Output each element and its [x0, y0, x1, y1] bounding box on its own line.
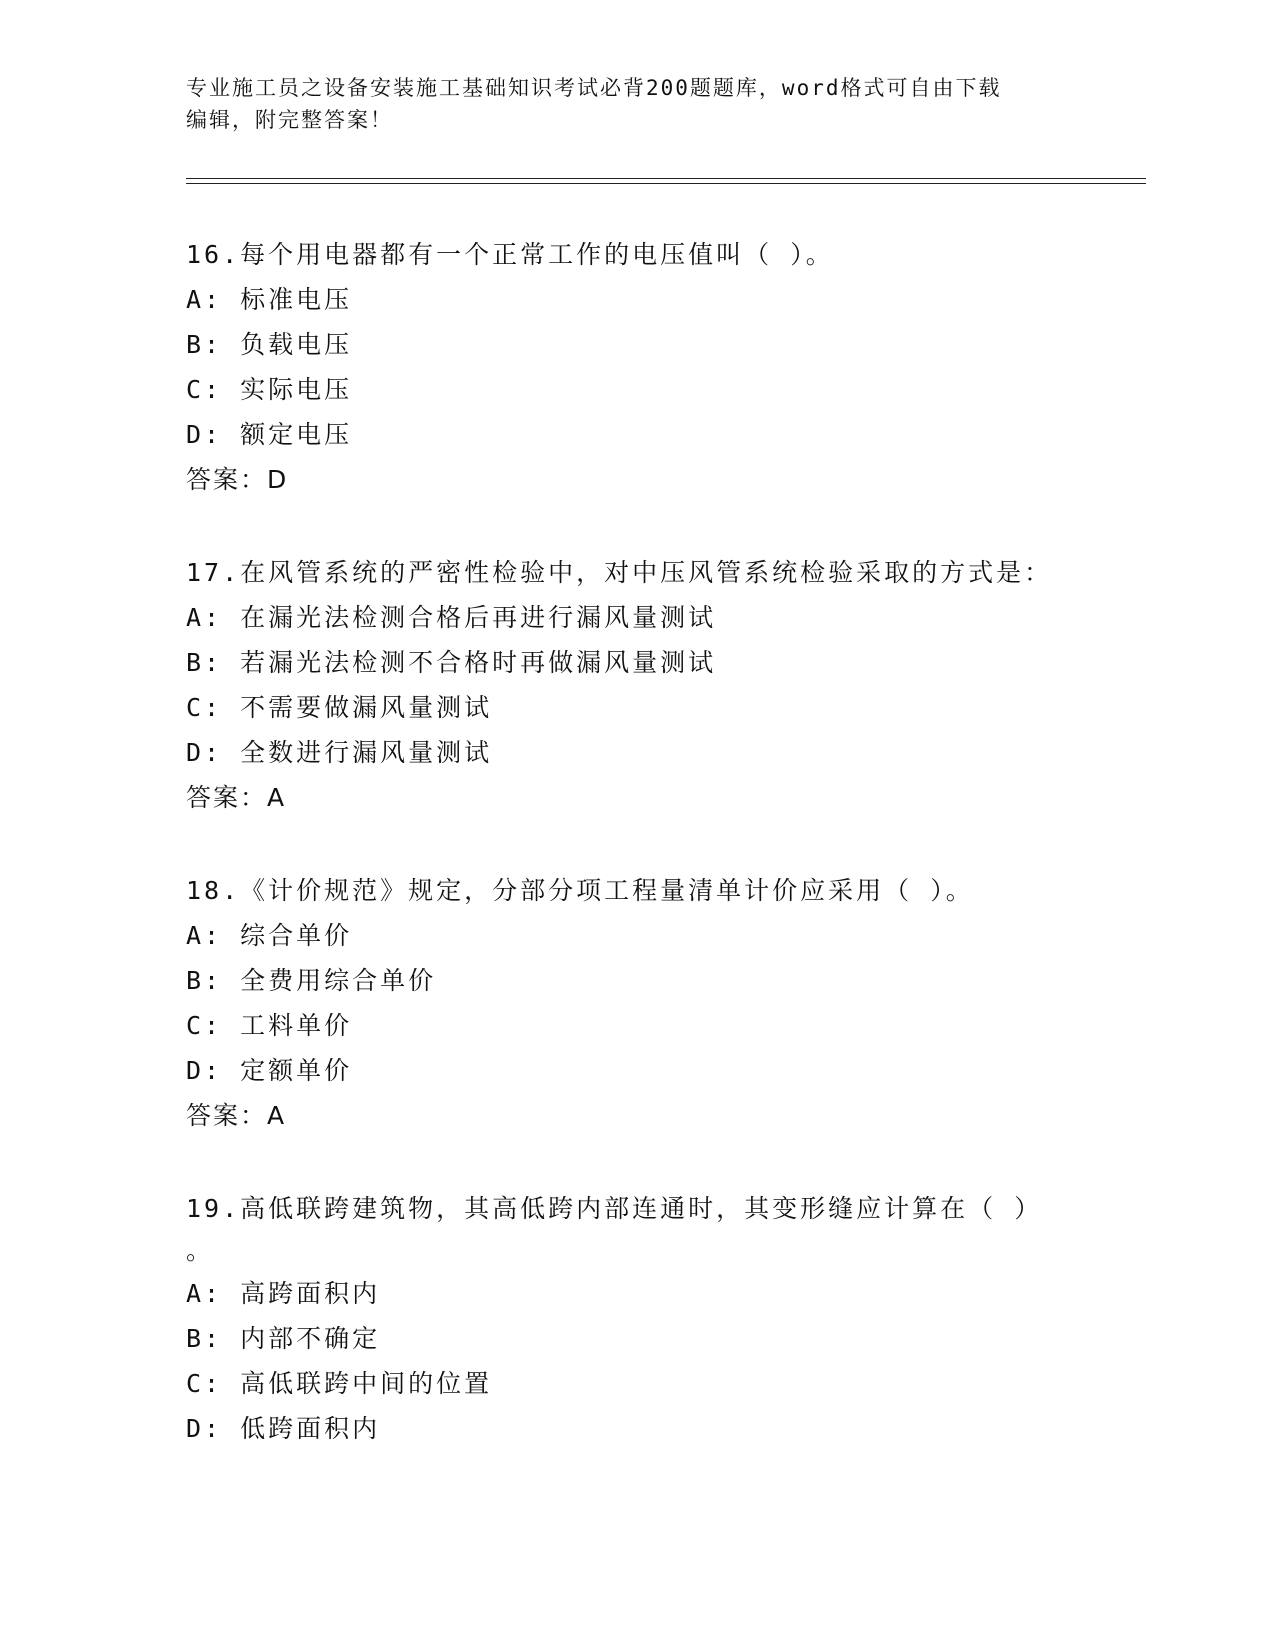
header-rule-bottom — [186, 183, 1146, 184]
option-b: B: 内部不确定 — [186, 1324, 381, 1353]
question-stem-continuation: 。 — [186, 1236, 212, 1265]
question-19 — [186, 1186, 1086, 1451]
header-rule-top — [186, 178, 1146, 179]
answer: 答案：D — [186, 465, 289, 494]
option-b: B: 负载电压 — [186, 330, 353, 359]
answer: 答案：A — [186, 1101, 287, 1130]
option-d: D: 全数进行漏风量测试 — [186, 738, 493, 767]
header-line-1: 专业施工员之设备安装施工基础知识考试必背200题题库，word格式可自由下载 — [186, 76, 1002, 100]
document-header — [186, 72, 1066, 136]
option-d: D: 额定电压 — [186, 420, 353, 449]
option-c: C: 高低联跨中间的位置 — [186, 1369, 493, 1398]
option-d: D: 低跨面积内 — [186, 1414, 381, 1443]
question-18 — [186, 868, 1086, 1138]
header-line-2: 编辑，附完整答案！ — [186, 108, 393, 132]
question-17 — [186, 550, 1086, 820]
option-c: C: 不需要做漏风量测试 — [186, 693, 493, 722]
question-stem: 16.每个用电器都有一个正常工作的电压值叫（ ）。 — [186, 240, 834, 269]
option-d: D: 定额单价 — [186, 1056, 353, 1085]
question-stem: 18.《计价规范》规定，分部分项工程量清单计价应采用（ ）。 — [186, 876, 974, 905]
option-c: C: 实际电压 — [186, 375, 353, 404]
question-stem: 17.在风管系统的严密性检验中，对中压风管系统检验采取的方式是： — [186, 558, 1053, 587]
option-b: B: 全费用综合单价 — [186, 966, 437, 995]
option-c: C: 工料单价 — [186, 1011, 353, 1040]
option-b: B: 若漏光法检测不合格时再做漏风量测试 — [186, 648, 717, 677]
option-a: A: 高跨面积内 — [186, 1279, 381, 1308]
option-a: A: 综合单价 — [186, 921, 353, 950]
question-stem: 19.高低联跨建筑物，其高低跨内部连通时，其变形缝应计算在（ ） — [186, 1194, 1043, 1223]
option-a: A: 标准电压 — [186, 285, 353, 314]
question-16 — [186, 232, 1086, 502]
option-a: A: 在漏光法检测合格后再进行漏风量测试 — [186, 603, 717, 632]
answer: 答案：A — [186, 783, 287, 812]
